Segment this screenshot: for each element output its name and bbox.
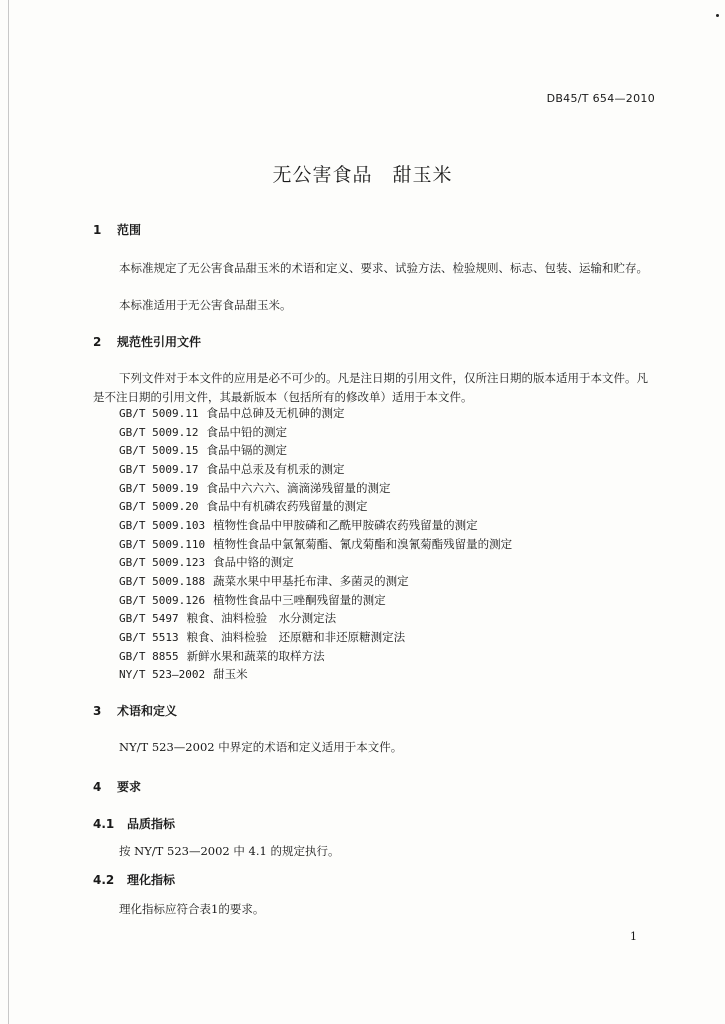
section-heading-normative-refs (93, 333, 201, 350)
subsection-heading-quality (93, 815, 175, 832)
reference-code: GB/T 5009.12 (119, 425, 199, 439)
physchem-paragraph: 理化指标应符合表1的要求。 (119, 902, 265, 916)
list-item (119, 591, 659, 610)
reference-code: GB/T 8855 (119, 649, 179, 663)
list-item (119, 609, 659, 628)
section-title: 规范性引用文件 (117, 335, 202, 349)
scope-paragraph-1: 本标准规定了无公害食品甜玉米的术语和定义、要求、试验方法、检验规则、标志、包装、运输和贮存。 (119, 261, 648, 275)
reference-list (119, 404, 659, 684)
section-title: 要求 (117, 780, 142, 794)
section-number: 4.2 (93, 873, 115, 887)
list-item (119, 572, 659, 591)
reference-title: 甜玉米 (213, 667, 248, 682)
section-title: 品质指标 (127, 817, 176, 831)
reference-title: 食品中总汞及有机汞的测定 (206, 461, 345, 476)
list-item (119, 516, 659, 535)
reference-code: GB/T 5009.123 (119, 556, 206, 570)
scan-edge-line (8, 0, 9, 1024)
section-heading-requirements (93, 778, 141, 795)
reference-title: 食品中镉的测定 (206, 443, 287, 458)
normative-refs-intro: 下列文件对于本文件的应用是必不可少的。凡是注日期的引用文件，仅所注日期的版本适用于本文件。凡是不注日期的引用文件，其最新版本（包括所有的修改单）适用于本文件。 (93, 371, 648, 404)
reference-title: 粮食、油料检验 水分测定法 (186, 611, 337, 626)
list-item (119, 460, 659, 479)
reference-title: 食品中六六六、滴滴涕残留量的测定 (206, 480, 391, 495)
reference-code: NY/T 523—2002 (119, 668, 206, 682)
section-heading-scope (93, 221, 141, 238)
subsection-heading-physchem (93, 871, 175, 888)
section-title: 术语和定义 (117, 704, 178, 718)
terms-paragraph: NY/T 523—2002 中界定的术语和定义适用于本文件。 (119, 740, 403, 754)
section-title: 范围 (117, 223, 142, 237)
list-item (119, 647, 659, 666)
document-title: 无公害食品 甜玉米 (272, 164, 453, 186)
list-item (119, 628, 659, 647)
reference-code: GB/T 5009.188 (119, 574, 206, 588)
section-number: 1 (93, 223, 102, 237)
reference-code: GB/T 5009.126 (119, 593, 206, 607)
list-item (119, 404, 659, 423)
reference-code: GB/T 5009.103 (119, 518, 206, 532)
reference-title: 植物性食品中三唑酮残留量的测定 (213, 592, 386, 607)
scope-paragraph-2: 本标准适用于无公害食品甜玉米。 (119, 298, 292, 312)
reference-code: GB/T 5009.19 (119, 481, 199, 495)
section-number: 2 (93, 335, 102, 349)
list-item (119, 479, 659, 498)
list-item (119, 441, 659, 460)
page-number: 1 (630, 930, 637, 943)
reference-code: GB/T 5009.17 (119, 462, 199, 476)
reference-title: 食品中总砷及无机砷的测定 (206, 406, 345, 420)
reference-code: GB/T 5497 (119, 612, 179, 626)
reference-title: 食品中铬的测定 (213, 555, 294, 570)
reference-code: GB/T 5009.110 (119, 537, 206, 551)
reference-title: 蔬菜水果中甲基托布津、多菌灵的测定 (213, 573, 409, 588)
reference-title: 植物性食品中氯氰菊酯、氰戊菊酯和溴氰菊酯残留量的测定 (213, 536, 513, 551)
list-item (119, 535, 659, 554)
section-number: 3 (93, 704, 102, 718)
reference-code: GB/T 5009.15 (119, 444, 199, 458)
section-number: 4 (93, 780, 102, 794)
section-number: 4.1 (93, 817, 115, 831)
document-code: DB45/T 654—2010 (546, 92, 655, 105)
reference-title: 新鲜水果和蔬菜的取样方法 (186, 648, 325, 663)
reference-code: GB/T 5009.11 (119, 407, 199, 420)
list-item (119, 497, 659, 516)
scan-speck (716, 14, 719, 17)
quality-paragraph: 按 NY/T 523—2002 中 4.1 的规定执行。 (119, 844, 340, 858)
list-item (119, 423, 659, 442)
list-item (119, 553, 659, 572)
list-item (119, 665, 659, 684)
reference-title: 食品中有机磷农药残留量的测定 (206, 499, 368, 514)
section-heading-terms (93, 702, 177, 719)
section-title: 理化指标 (127, 873, 176, 887)
reference-title: 植物性食品中甲胺磷和乙酰甲胺磷农药残留量的测定 (213, 517, 478, 532)
reference-title: 粮食、油料检验 还原糖和非还原糖测定法 (186, 629, 406, 644)
reference-title: 食品中铅的测定 (206, 424, 287, 439)
reference-code: GB/T 5009.20 (119, 500, 199, 514)
reference-code: GB/T 5513 (119, 630, 179, 644)
